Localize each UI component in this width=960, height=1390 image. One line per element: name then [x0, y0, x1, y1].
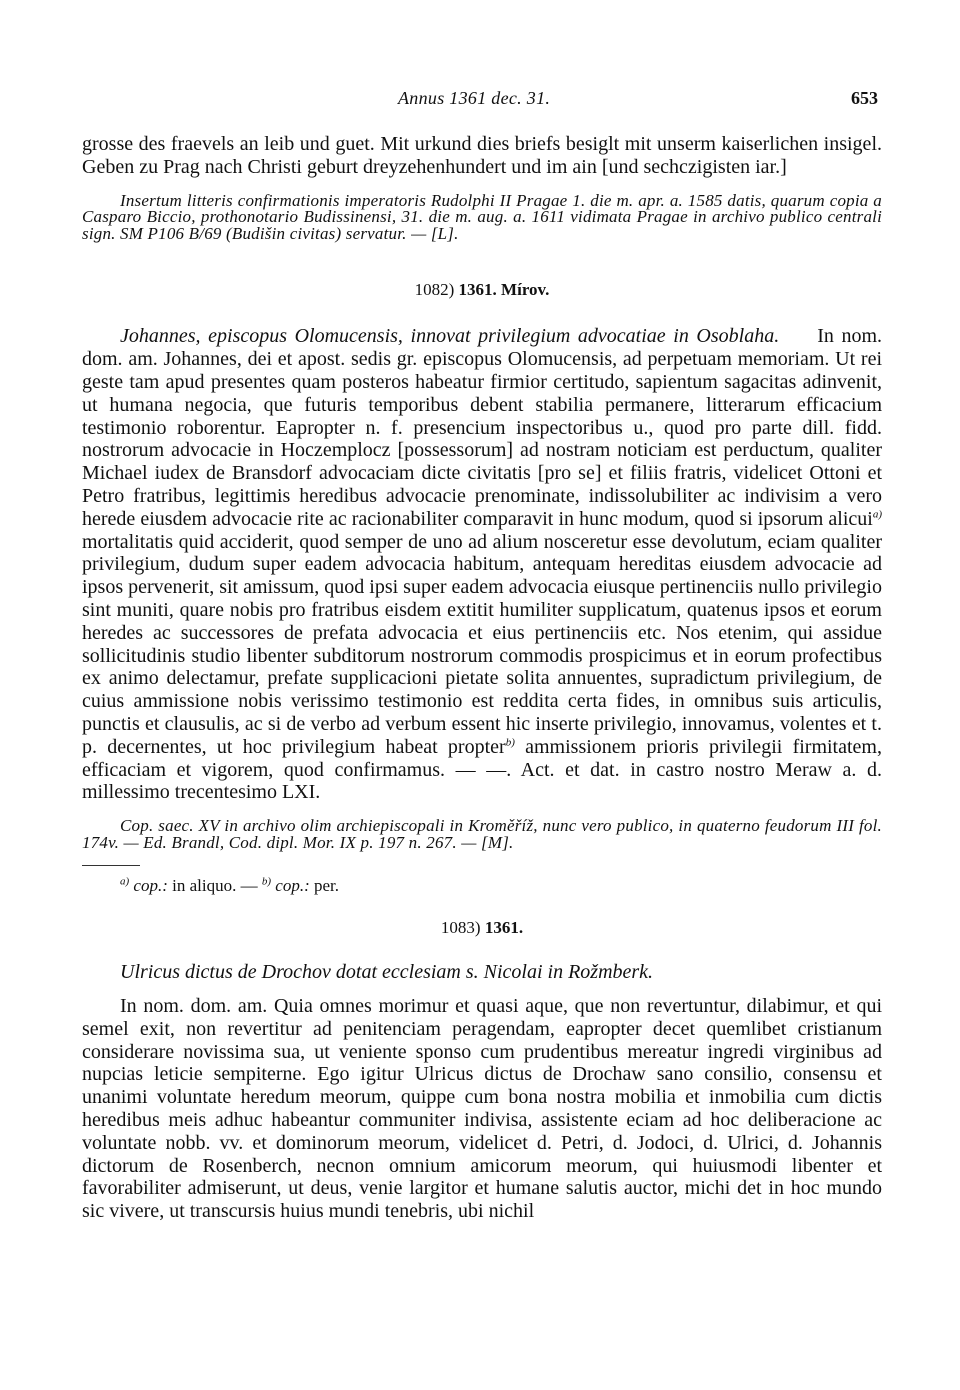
previous-document-closing-text: grosse des fraevels an leib und guet. Mit urkund dies briefs besiglt mit unserm kaiserlichen insigel. Geben zu Prag nach Christi geburt dreyzehenhundert und im ain [und sechczigisten iar.] — [82, 133, 882, 178]
previous-document-tradition-note: Insertum litteris confirmationis imperatoris Rudolphi II Pragae 1. die m. apr. a. 1585 datis, quarum copia a Casparo Biccio, prothonotario Budissinensi, 31. die m. aug. a. 1611 vidimata Pragae in archivo publico centrali sign. SM P106 B/69 (Budišin civitas) servatur. — [L]. — [82, 190, 882, 243]
page-number: 653 — [851, 88, 878, 108]
footnote-a-text: in aliquo. — — [172, 876, 258, 896]
document-1082-year-place: 1361. Mírov. — [458, 280, 550, 300]
running-head: Annus 1361 dec. 31. — [398, 88, 551, 108]
document-1083-year: 1361. — [484, 918, 524, 938]
document-1082-text-part2: mortalitatis quid acciderit, quod semper de uno ad alium nosceretur esse devolutum, eciam qualiter privilegium, dudum super eadem advocacia habitum, antequam hereditas eiusdem advocacie ad ipsos pervenerit, sit amissum, quod ipsi super eadem advocacia eiusque pertinenciis nullo privilegio sint muniti, quare nobis pro fratribus eisdem extitit humiliter supplicatum, quatenus ipsos et eorum heredes ac successores de prefata advocacia et eius pertinenciis etc. Nos etenim, qui assidue sollicitudinis studio libenter subditorum nostrorum commodis prospicimus et in eorum profectibus ex animo delectamur, prefate supplicacioni pietate solita annuentes, supradictum privilegium, de cuius ammissione nobis verissimo testimonio est reddita certa fides, in omnibus suis articulis, punctis et clausulis, ac si de verbo ad verbum essent hic inserte privilegio, innovamus, volentes et t. p. decernentes, ut hoc privilegium habeat propter — [82, 530, 882, 758]
document-1082-heading — [82, 280, 882, 300]
document-1082-tradition-note: Cop. saec. XV in archivo olim archiepiscopali in Kroměříž, nunc vero publico, in quaterno feudorum III fol. 174v. — Ed. Brandl, Cod. dipl. Mor. IX p. 197 n. 267. — [M]. — [82, 816, 882, 852]
document-1082-text-part1: In nom. dom. am. Johannes, dei et apost. sedis gr. episcopus Olomucensis, ad perpetuam memoriam. Ut rei geste tam apud presentes quam posteros habeatur firmior certitudo, sapientum sagacitas adinvenit, ut humana negocia, que futuris temporibus debent stabilia permanere, litterarum efficacium testimonio roborentur. Eapropter n. f. presencium inspectoribus u., quod pro parte dill. fidd. nostrorum advocacie in Hoczemplocz [possessorum] ad nostram noticiam est perductum, qualiter Michael iudex de Bransdorf advocaciam dicte civitatis [pro se] et filiis fratris, videlicet Ottoni et Petro fratribus, legittimis heredibus advocacie prenominate, indissolubiliter ac indivisim a vero herede eiusdem advocacie rite ac racionabiliter comparavit in hunc modum, quod si ipsorum alicui — [82, 325, 883, 530]
page-header — [82, 88, 878, 112]
document-1083-text: In nom. dom. am. Quia omnes morimur et quasi aque, que non revertuntur, dilabimur, et qui semel exit, non revertitur ad penitenciam peragendam, eapropter decet quemlibet cristianum considerare novissima sua, ut veniente sponso cum prudentibus mereatur ingredi virginibus ad nupcias leticie sempiterne. Ego igitur Ulricus dictus de Drochaw sano consilio, consensu et unanimi voluntate heredum meorum, quippe cum bona nostra mobilia et inmobilia cum dictis heredibus meis adhuc habeantur communiter indivisa, assistente eciam ad hoc deliberacione ac voluntate nobb. vv. et dominorum meorum, videlicet d. Petri, d. Jodoci, d. Ulrici, d. Johannis dictorum de Rosenberch, necnon omnium amicorum meorum, qui huiusmodi libenter et favorabiliter admiserunt, ut deus, venie largitor et humane salutis auctor, michi det in hoc mundo sic vivere, ut transcursis huius mundi tenebris, ubi nichil — [82, 995, 882, 1223]
document-1083-regest: Ulricus dictus de Drochov dotat ecclesiam s. Nicolai in Rožmberk. — [120, 961, 654, 984]
footnote-b-label: cop.: — [275, 876, 310, 896]
footnote-a-label: cop.: — [133, 876, 168, 896]
footnote-rule — [82, 865, 140, 866]
document-1082-number: 1082) — [414, 280, 455, 300]
document-1082-text-part3: ammissionem prioris privilegii firmitatem, efficaciam et vigorem, quod confirmamus. — —. Act. et dat. in castro nostro Meraw a. d. millessimo trecentesimo LXI. — [82, 735, 882, 804]
footnote-a-mark: a) — [120, 875, 130, 888]
document-1083-heading — [82, 918, 882, 938]
document-1082-footnotes — [82, 876, 882, 896]
document-1082-text — [82, 325, 882, 804]
footnote-b-text: per. — [314, 876, 340, 896]
footnote-mark-a: a) — [872, 508, 882, 521]
footnote-mark-b: b) — [505, 736, 515, 749]
page-content — [82, 133, 882, 1223]
document-1082-regest: Johannes, episcopus Olomucensis, innovat privilegium advocatiae in Osoblaha. — [120, 325, 780, 348]
document-1083-number: 1083) — [440, 918, 481, 938]
footnote-b-mark: b) — [261, 875, 272, 888]
